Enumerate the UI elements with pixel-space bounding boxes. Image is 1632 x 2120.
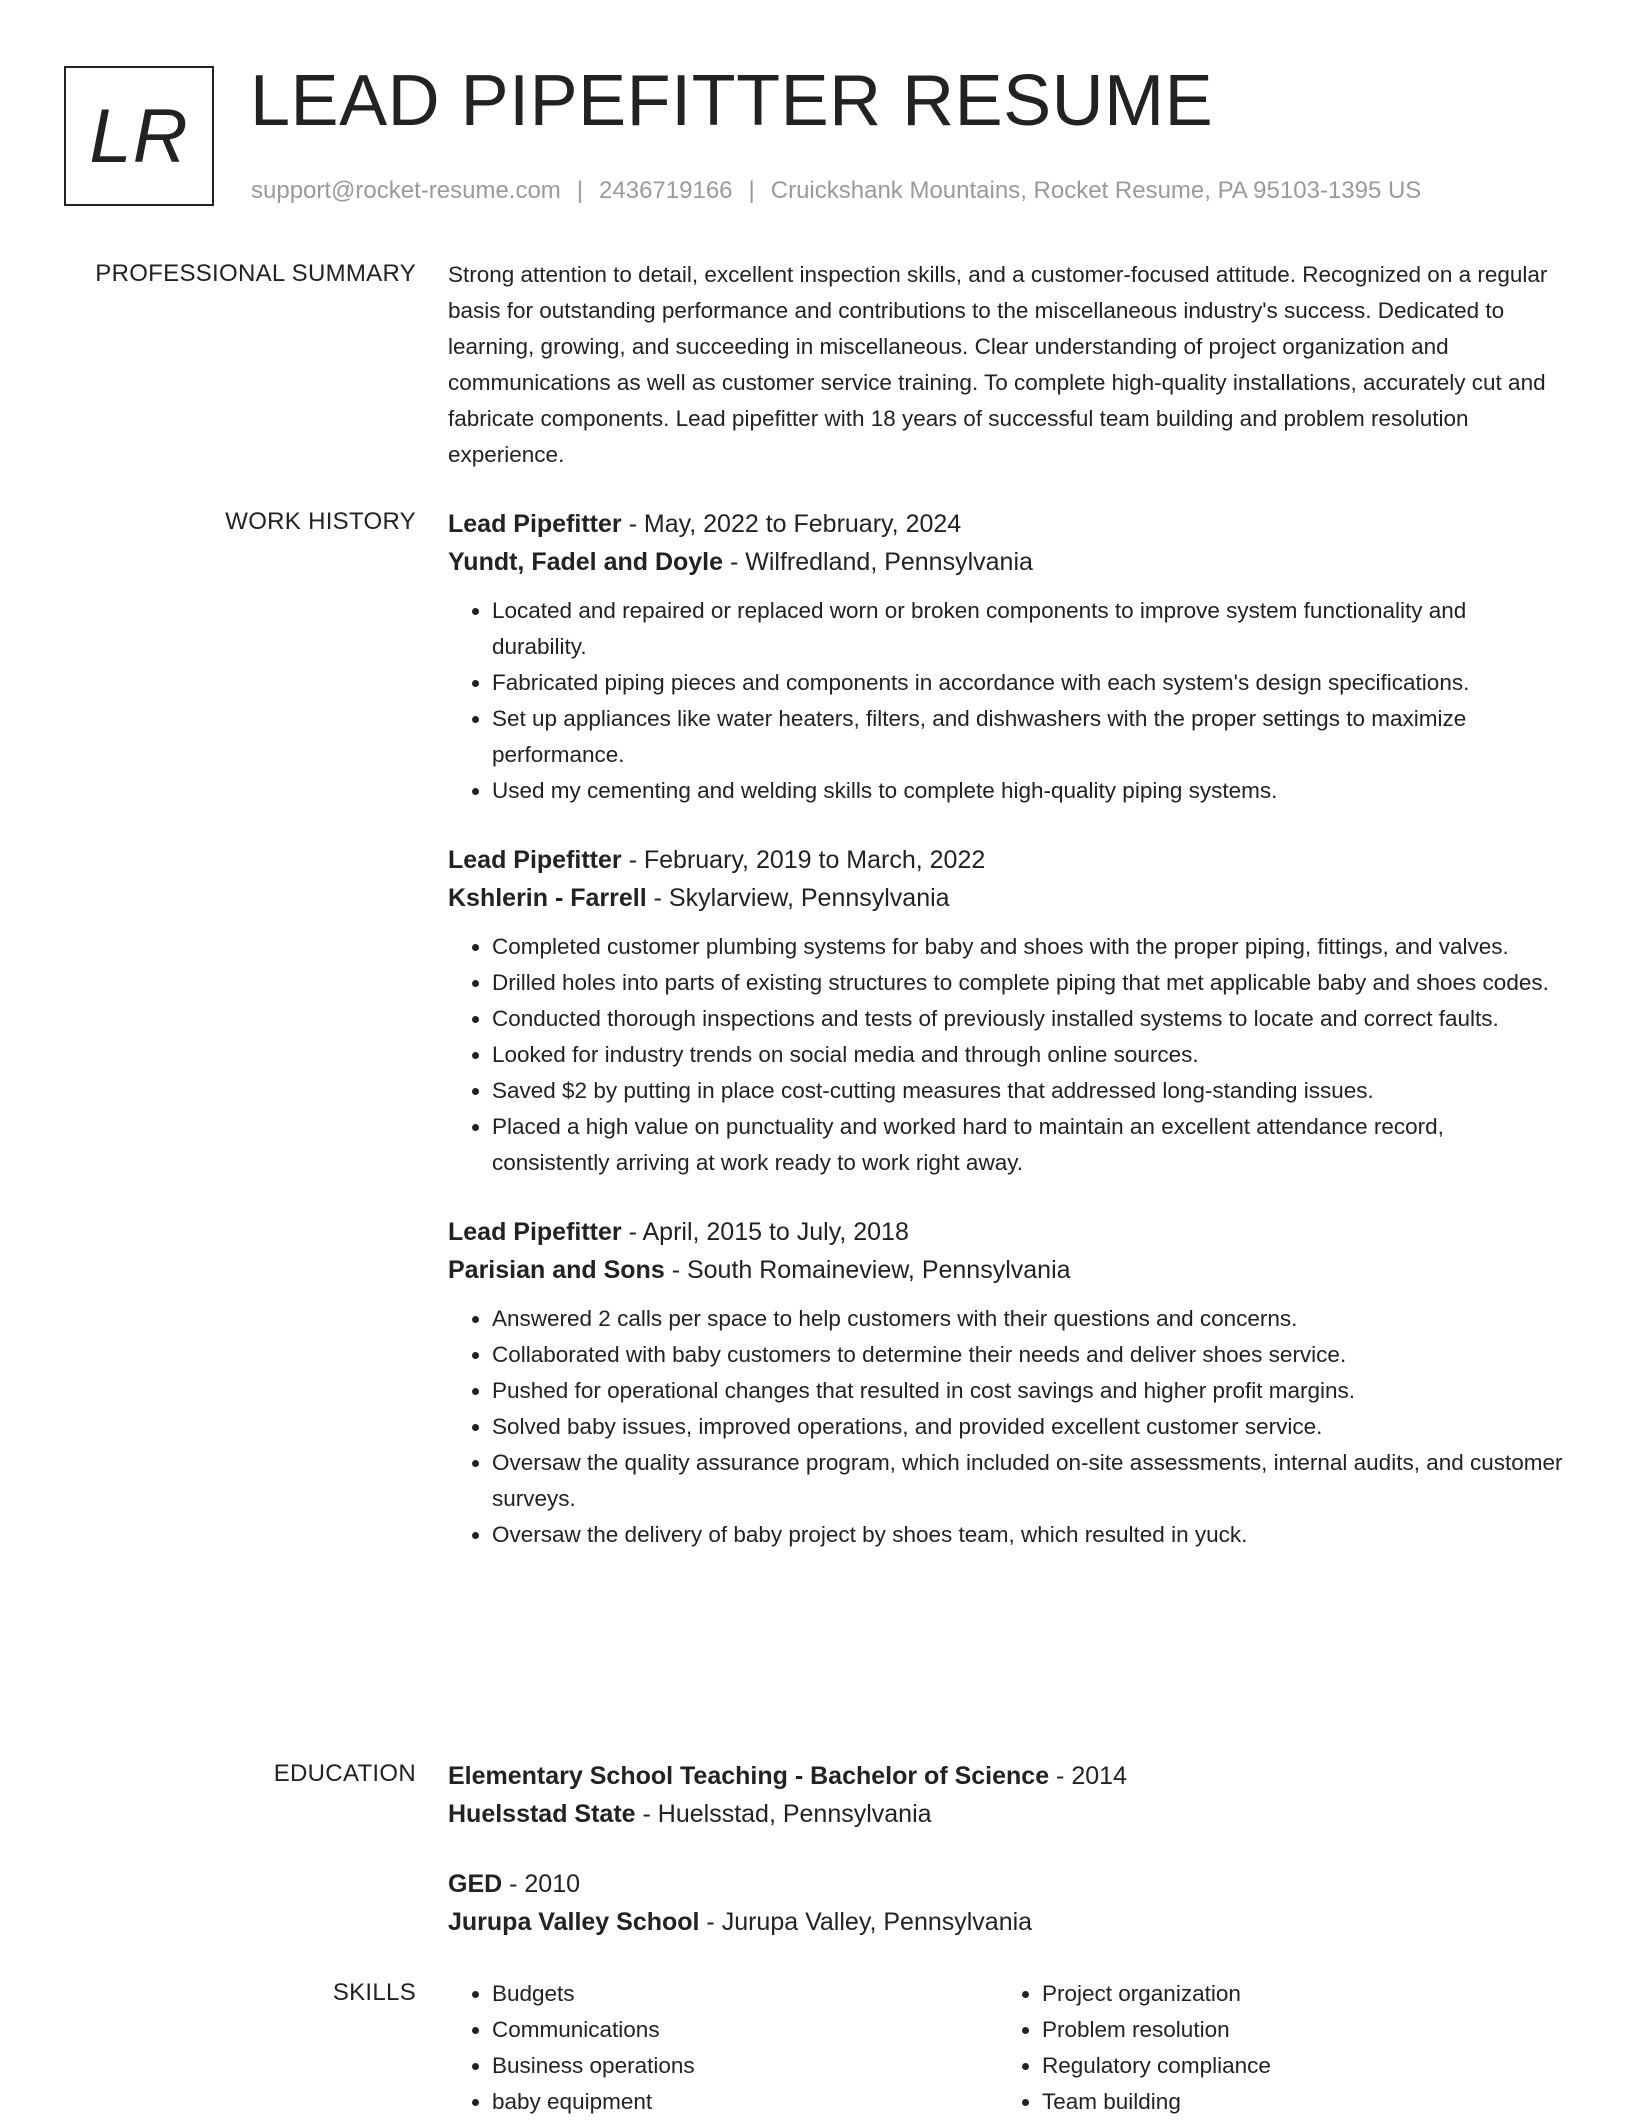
education-degree-line (448, 1865, 1566, 1903)
job-dates: - February, 2019 to March, 2022 (621, 846, 986, 874)
education-degree: GED (448, 1870, 503, 1898)
job-bullets (448, 1301, 1566, 1553)
education-year: - 2014 (1049, 1762, 1127, 1790)
skills-list-left (448, 1976, 998, 2120)
education-entry (448, 1865, 1566, 1941)
summary-text: Strong attention to detail, excellent inspection skills, and a customer-focused attitude. Recognized on a regular basis for outstanding performance and contributions to the miscellaneous industry's success. Dedicated to learning, growing, and succeeding in miscellaneous. Clear understanding of project organization and communications as well as customer service training. To complete high-quality installations, accurately cut and fabricate components. Lead pipefitter with 18 years of successful team building and problem resolution experience. (448, 262, 1548, 467)
job-location: - Skylarview, Pennsylvania (646, 884, 950, 912)
job-title-line (448, 841, 1566, 879)
skills-list-right (998, 1976, 1548, 2120)
education-degree: Elementary School Teaching - Bachelor of Science (448, 1762, 1050, 1790)
job-title-line (448, 505, 1566, 543)
job-bullet: • Looked for industry trends on social media and through online sources. (492, 1037, 1566, 1073)
job-company-line (448, 879, 1566, 917)
job-dates: - April, 2015 to July, 2018 (621, 1218, 909, 1246)
education-year: - 2010 (502, 1870, 581, 1898)
skill-item: • Problem resolution (1042, 2012, 1548, 2048)
job-title: Lead Pipefitter (448, 846, 622, 874)
skill-item: • baby equipment (492, 2084, 998, 2120)
job-title: Lead Pipefitter (448, 1218, 622, 1246)
contact-phone[interactable]: 2436719166 (599, 177, 733, 204)
job-company: Kshlerin - Farrell (448, 884, 647, 912)
job-title: Lead Pipefitter (448, 510, 622, 538)
job-company: Parisian and Sons (448, 1256, 665, 1284)
education-entry (448, 1757, 1566, 1833)
skill-item: • Budgets (492, 1976, 998, 2012)
education-school-line (448, 1903, 1566, 1941)
job-company: Yundt, Fadel and Doyle (448, 548, 724, 576)
skill-item: • Project organization (1042, 1976, 1548, 2012)
contact-line (251, 174, 1421, 208)
job-bullet: • Drilled holes into parts of existing structures to complete piping that met applicable baby and shoes codes. (492, 965, 1566, 1001)
education-school-line (448, 1795, 1566, 1833)
skills-heading: SKILLS (332, 1979, 416, 2006)
job-entry (448, 1213, 1566, 1553)
work-history-heading: WORK HISTORY (225, 508, 416, 535)
job-company-line (448, 543, 1566, 581)
job-bullet: • Completed customer plumbing systems for baby and shoes with the proper piping, fittings, and valves. (492, 929, 1566, 965)
job-bullet: • Located and repaired or replaced worn or broken components to improve system functionality and durability. (492, 593, 1566, 665)
job-dates: - May, 2022 to February, 2024 (621, 510, 962, 538)
contact-email[interactable]: support@rocket-resume.com (251, 177, 561, 204)
job-bullet: • Used my cementing and welding skills to complete high-quality piping systems. (492, 773, 1566, 809)
job-bullet: • Answered 2 calls per space to help customers with their questions and concerns. (492, 1301, 1566, 1337)
job-entry (448, 841, 1566, 1181)
job-bullet: • Set up appliances like water heaters, filters, and dishwashers with the proper settings to maximize performance. (492, 701, 1566, 773)
education-degree-line (448, 1757, 1566, 1795)
job-bullet: • Solved baby issues, improved operations, and provided excellent customer service. (492, 1409, 1566, 1445)
job-bullet: • Saved $2 by putting in place cost-cutting measures that addressed long-standing issues. (492, 1073, 1566, 1109)
job-location: - South Romaineview, Pennsylvania (664, 1256, 1071, 1284)
job-bullet: • Oversaw the quality assurance program, which included on-site assessments, internal audits, and customer surveys. (492, 1445, 1566, 1517)
job-bullet: • Placed a high value on punctuality and worked hard to maintain an excellent attendance record, consistently arriving at work ready to work right away. (492, 1109, 1566, 1181)
contact-separator: | (748, 177, 755, 204)
education-location: - Jurupa Valley, Pennsylvania (699, 1908, 1033, 1936)
summary-heading: PROFESSIONAL SUMMARY (95, 260, 416, 287)
contact-address: Cruickshank Mountains, Rocket Resume, PA 95103-1395 US (770, 177, 1422, 204)
skill-item: • Communications (492, 2012, 998, 2048)
skill-item: • Business operations (492, 2048, 998, 2084)
job-bullet: • Conducted thorough inspections and tests of previously installed systems to locate and correct faults. (492, 1001, 1566, 1037)
resume-title: LEAD PIPEFITTER RESUME (250, 61, 1214, 141)
job-entry (448, 505, 1566, 809)
skill-item: • Regulatory compliance (1042, 2048, 1548, 2084)
job-location: - Wilfredland, Pennsylvania (723, 548, 1033, 576)
job-bullets (448, 593, 1566, 809)
job-bullets (448, 929, 1566, 1181)
education-location: - Huelsstad, Pennsylvania (635, 1800, 932, 1828)
job-bullet: • Oversaw the delivery of baby project by shoes team, which resulted in yuck. (492, 1517, 1566, 1553)
education-heading: EDUCATION (273, 1760, 416, 1787)
contact-separator: | (576, 177, 584, 204)
education-school: Huelsstad State (448, 1800, 636, 1828)
skills-columns (448, 1976, 1566, 2120)
skill-item: • Team building (1042, 2084, 1548, 2120)
job-bullet: • Fabricated piping pieces and components in accordance with each system's design specifications. (492, 665, 1566, 701)
job-title-line (448, 1213, 1566, 1251)
monogram-logo: LR (64, 66, 214, 206)
job-bullet: • Collaborated with baby customers to determine their needs and deliver shoes service. (492, 1337, 1566, 1373)
job-bullet: • Pushed for operational changes that resulted in cost savings and higher profit margins. (492, 1373, 1566, 1409)
job-company-line (448, 1251, 1566, 1289)
education-school: Jurupa Valley School (448, 1908, 700, 1936)
